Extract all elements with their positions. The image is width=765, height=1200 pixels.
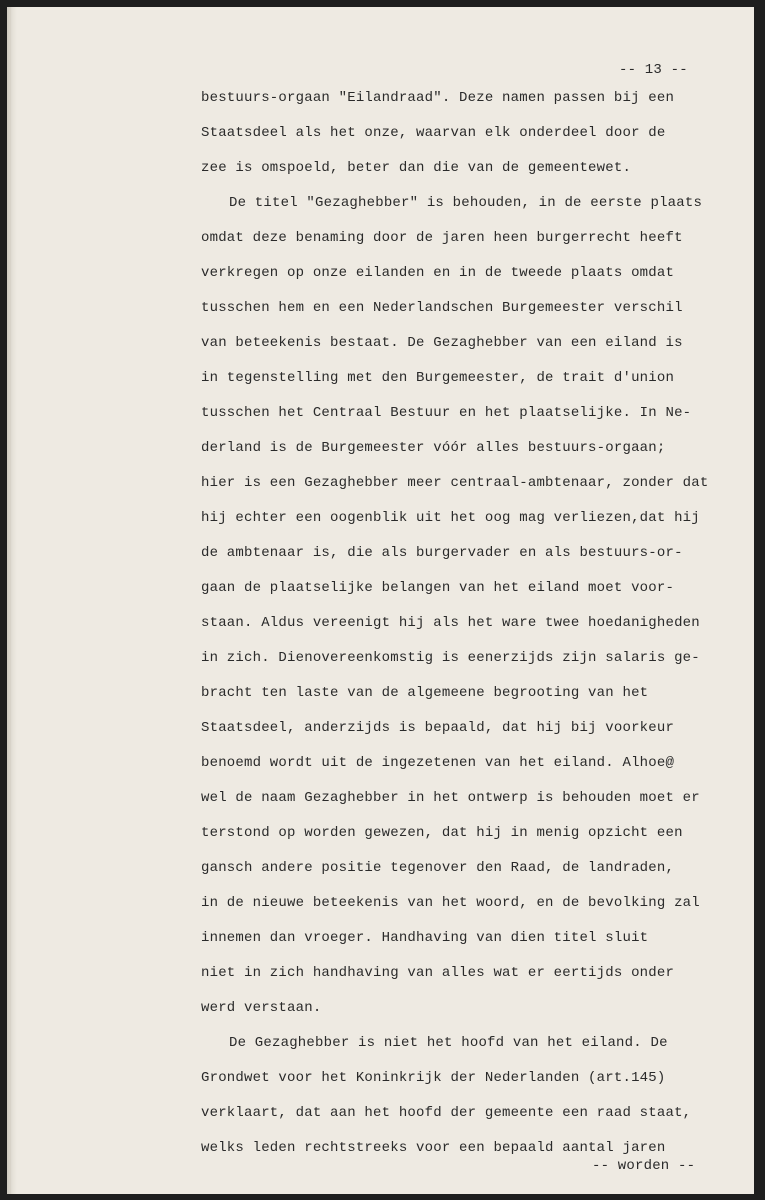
- text-line: Grondwet voor het Koninkrijk der Nederlanden (art.145): [201, 1070, 666, 1086]
- text-line: terstond op worden gewezen, dat hij in menig opzicht een: [201, 825, 683, 841]
- text-line: zee is omspoeld, beter dan die van de gemeentewet.: [201, 160, 632, 176]
- text-line: in zich. Dienovereenkomstig is eenerzijds zijn salaris ge-: [201, 650, 700, 666]
- text-line: hij echter een oogenblik uit het oog mag verliezen,dat hij: [201, 510, 700, 526]
- text-line: benoemd wordt uit de ingezetenen van het eiland. Alhoe@: [201, 755, 675, 771]
- page-number: -- 13 --: [619, 62, 688, 78]
- text-line: verklaart, dat aan het hoofd der gemeente een raad staat,: [201, 1105, 692, 1121]
- text-line: Staatsdeel als het onze, waarvan elk onderdeel door de: [201, 125, 666, 141]
- catchword: -- worden --: [592, 1158, 696, 1174]
- text-line: wel de naam Gezaghebber in het ontwerp is behouden moet er: [201, 790, 700, 806]
- text-line: in de nieuwe beteekenis van het woord, en de bevolking zal: [201, 895, 700, 911]
- text-line: tusschen hem en een Nederlandschen Burgemeester verschil: [201, 300, 683, 316]
- text-line: gaan de plaatselijke belangen van het eiland moet voor-: [201, 580, 675, 596]
- gutter-line: [10, 7, 11, 1194]
- text-line: van beteekenis bestaat. De Gezaghebber van een eiland is: [201, 335, 683, 351]
- binding-gutter: [7, 7, 17, 1194]
- text-line: derland is de Burgemeester vóór alles bestuurs-orgaan;: [201, 440, 666, 456]
- text-line: staan. Aldus vereenigt hij als het ware twee hoedanigheden: [201, 615, 700, 631]
- text-line: omdat deze benaming door de jaren heen burgerrecht heeft: [201, 230, 683, 246]
- text-line: hier is een Gezaghebber meer centraal-ambtenaar, zonder dat: [201, 475, 709, 491]
- text-line: innemen dan vroeger. Handhaving van dien titel sluit: [201, 930, 649, 946]
- document-page: [7, 7, 754, 1194]
- text-line: werd verstaan.: [201, 1000, 322, 1016]
- text-line: tusschen het Centraal Bestuur en het plaatselijke. In Ne-: [201, 405, 692, 421]
- text-line: bestuurs-orgaan "Eilandraad". Deze namen passen bij een: [201, 90, 675, 106]
- text-line: verkregen op onze eilanden en in de tweede plaats omdat: [201, 265, 675, 281]
- text-line: De Gezaghebber is niet het hoofd van het eiland. De: [229, 1035, 668, 1051]
- text-line: De titel "Gezaghebber" is behouden, in de eerste plaats: [229, 195, 703, 211]
- text-line: de ambtenaar is, die als burgervader en als bestuurs-or-: [201, 545, 683, 561]
- text-line: niet in zich handhaving van alles wat er eertijds onder: [201, 965, 675, 981]
- text-line: gansch andere positie tegenover den Raad, de landraden,: [201, 860, 675, 876]
- text-line: Staatsdeel, anderzijds is bepaald, dat hij bij voorkeur: [201, 720, 675, 736]
- text-line: in tegenstelling met den Burgemeester, de trait d'union: [201, 370, 675, 386]
- text-line: bracht ten laste van de algemeene begrooting van het: [201, 685, 649, 701]
- text-line: welks leden rechtstreeks voor een bepaald aantal jaren: [201, 1140, 666, 1156]
